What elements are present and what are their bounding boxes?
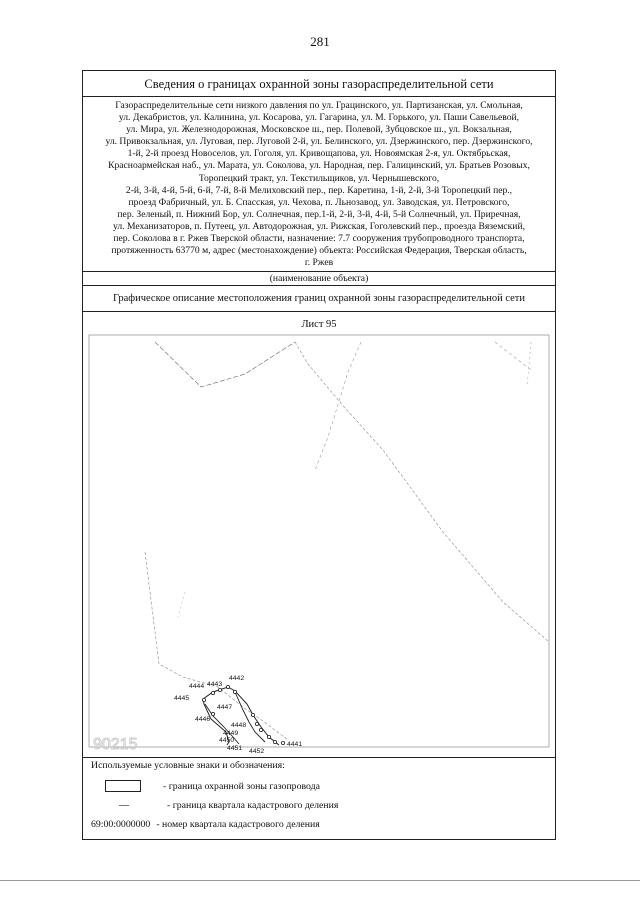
boundary-point [281, 741, 284, 744]
description-line: ул. Мира, ул. Железнодорожная, Московское ш., пер. Полевой, Зубцовское ш., ул. Вокзальная, [126, 124, 512, 136]
description-line: пер. Зеленый, п. Нижний Бор, ул. Солнечная, пер.1-й, 2-й, 3-й, 4-й, 5-й Солнечный, ул. Приречная, [117, 208, 521, 220]
quarter-number-code: 69:00:0000000 [91, 819, 151, 830]
boundary-point [211, 712, 214, 715]
legend-item-quarter-number [91, 819, 320, 830]
point-label: 4446 [195, 716, 211, 723]
cadastral-boundary-line [178, 592, 185, 617]
point-label: 4452 [249, 748, 265, 755]
legend-item-text: - граница квартала кадастрового деления [167, 800, 339, 811]
point-label: 4447 [217, 704, 233, 711]
point-label: 4442 [229, 675, 245, 682]
document-frame [82, 70, 556, 840]
point-label: 4443 [207, 681, 223, 688]
legend [83, 758, 555, 841]
cadastral-boundary-line [527, 342, 531, 387]
boundary-point [259, 728, 262, 731]
boundary-point [202, 698, 205, 701]
boundary-point [233, 690, 236, 693]
page-number: 281 [310, 34, 330, 49]
cadastral-boundary-line [145, 552, 288, 740]
map-area [83, 312, 555, 758]
point-label: 4445 [174, 695, 190, 702]
graphic-description-title: Графическое описание местоположения границ охранной зоны газораспределительной сети [83, 286, 555, 312]
point-label: 4444 [189, 683, 205, 690]
boundary-point [251, 713, 254, 716]
legend-item-text: - номер квартала кадастрового деления [156, 819, 320, 830]
object-description [83, 97, 555, 272]
protection-zone-boundary [235, 692, 265, 742]
boundary-point [218, 688, 221, 691]
boundary-point [226, 685, 229, 688]
description-line: 2-й, 3-й, 4-й, 5-й, 6-й, 7-й, 8-й Мелиховский пер., пер. Каретина, 1-й, 2-й, 3-й Торопецкий пер., [125, 184, 513, 196]
legend-item-quarter-boundary [91, 800, 338, 811]
boundary-point [255, 722, 258, 725]
point-label: 4450 [219, 737, 235, 744]
boundary-point [267, 735, 270, 738]
description-line: Красноармейская наб., ул. Марата, ул. Соколова, ул. Народная, пер. Галицинский, ул. Братьев Розовых, [108, 160, 530, 172]
map-stamp: 90215 [93, 736, 138, 753]
point-label: 4448 [231, 722, 247, 729]
description-line: проезд Фабричный, ул. Б. Спасская, ул. Чехова, п. Льнозавод, ул. Заводская, ул. Петровского, [128, 196, 510, 208]
description-line: ул. Декабристов, ул. Калинина, ул. Косарова, ул. Гагарина, ул. М. Горького, ул. Паши Савельевой, [118, 112, 520, 124]
object-name-caption: (наименование объекта) [83, 272, 555, 286]
description-line: 1-й, 2-й проезд Новоселов, ул. Гоголя, ул. Кривощапова, ул. Новоямская 2-я, ул. Октябрьская, [127, 148, 511, 160]
bottom-rule [0, 880, 640, 881]
section-title: Сведения о границах охранной зоны газораспределительной сети [83, 71, 555, 97]
quarter-boundary-symbol [119, 805, 129, 806]
description-line: ул. Механизаторов, п. Путеец, ул. Автодорожная, ул. Рижская, Гоголевский пер., проезда Вяземский, [113, 220, 525, 232]
zone-boundary-symbol [105, 780, 141, 792]
point-label: 4449 [223, 730, 239, 737]
cadastral-boundary-line [315, 342, 361, 470]
description-line: пер. Соколова в г. Ржев Тверской области, назначение: 7.7 сооружения трубопроводного транспорта, [113, 233, 525, 245]
cadastral-boundary-line [155, 342, 295, 387]
description-line: протяженность 63770 м, адрес (местонахождение) объекта: Российская Федерация, Тверская область, [111, 245, 527, 257]
point-label: 4451 [227, 745, 243, 752]
point-label: 4441 [287, 741, 303, 748]
boundary-point [211, 691, 214, 694]
description-line: Торопецкий тракт, ул. Текстильщиков, ул. Чернышевского, [198, 172, 440, 184]
boundary-point [273, 740, 276, 743]
description-line: Газораспределительные сети низкого давления по ул. Грацинского, ул. Партизанская, ул. Смольная, [115, 100, 523, 111]
cadastral-boundary-line [495, 342, 531, 370]
boundary-map [83, 312, 555, 757]
map-inner-frame [89, 335, 549, 747]
legend-title: Используемые условные знаки и обозначения: [91, 760, 285, 771]
description-line: г. Ржев [304, 257, 334, 269]
cadastral-boundary-line [295, 342, 549, 642]
legend-item-text: - граница охранной зоны газопровода [163, 780, 320, 792]
legend-item-zone-boundary [91, 780, 320, 792]
description-line: ул. Привокзальная, ул. Луговая, пер. Луговой 2-й, ул. Белинского, ул. Дзержинского, пер. Дзержинского, [105, 136, 533, 148]
sheet-label: Лист 95 [301, 319, 337, 330]
